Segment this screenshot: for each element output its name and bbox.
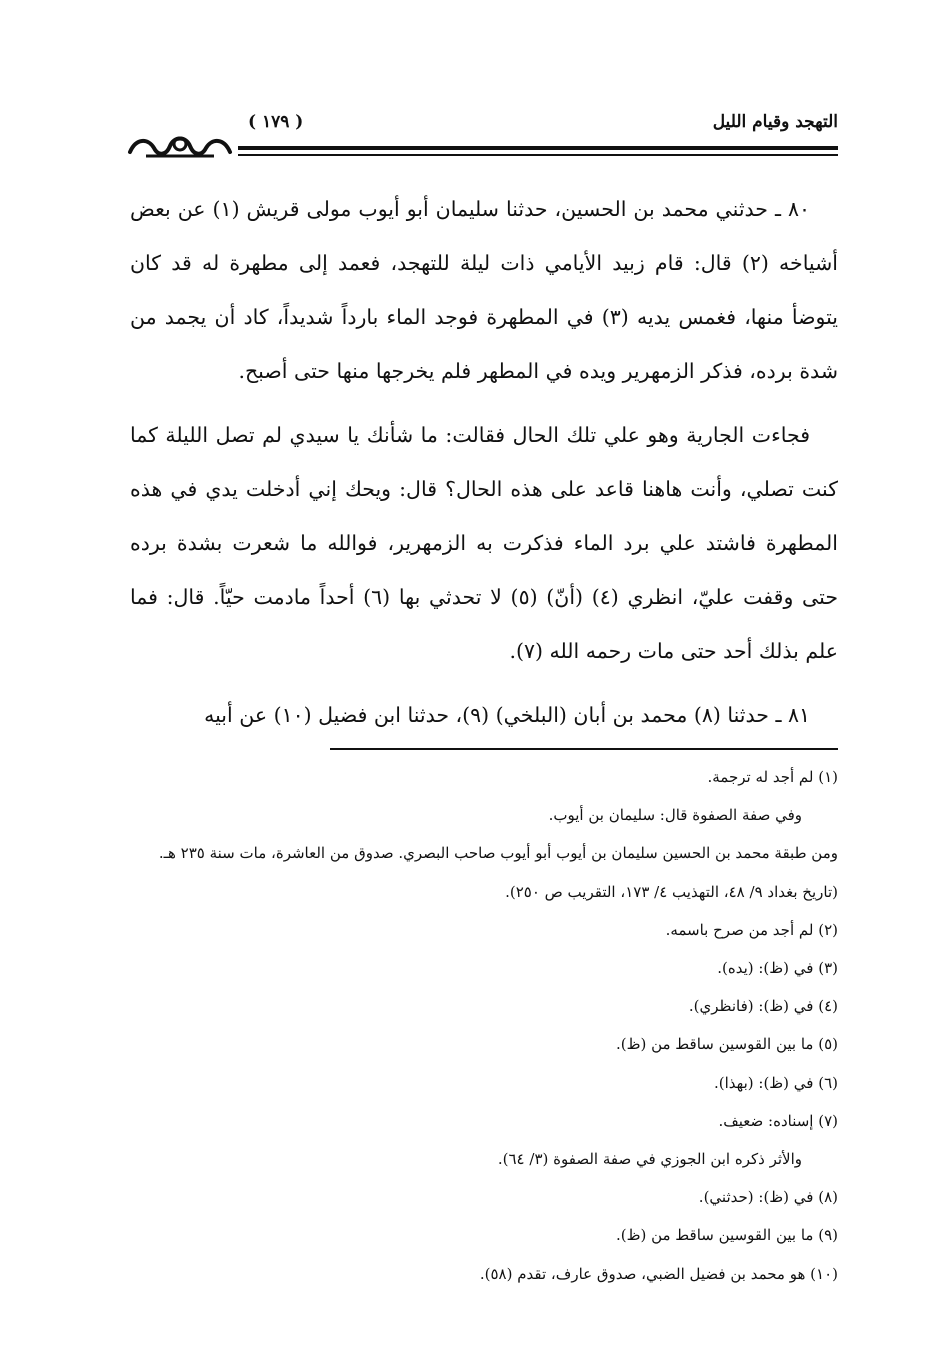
footnote-9: (٩) ما بين القوسين ساقط من (ظ). xyxy=(615,1226,838,1245)
paragraph-80: ٨٠ ـ حدثني محمد بن الحسين، حدثنا سليمان أبو أيوب مولى قريش (١) عن بعض أشياخه (٢) قال: قام زبيد الأيامي ذات ليلة للتهجد، فعمد إلى مطهرة له قد كان يتوضأ منها، فغمس يديه (٣) في المطهرة فوجد الماء بارداً شديداً، كاد أن يجمد من شدة برده، فذكر الزمهرير ويده في المطهر فلم يخرجها منها حتى أصبح. xyxy=(130,197,838,383)
footnote-separator xyxy=(330,748,838,750)
page-header xyxy=(128,108,838,168)
header-rule-thin xyxy=(238,154,838,156)
footnotes xyxy=(130,758,838,1293)
footnote-1: (١) لم أجد له ترجمة. xyxy=(707,768,838,786)
footnote-8: (٨) في (ظ): (حدثني). xyxy=(698,1188,838,1207)
page-number: ( ١٧٩ ) xyxy=(248,112,304,132)
footnote-5: (٥) ما بين القوسين ساقط من (ظ). xyxy=(615,1035,838,1054)
footnote-1-line-3: ومن طبقة محمد بن الحسين سليمان بن أيوب أبو أيوب صاحب البصري. صدوق من العاشرة، مات سنة ٢٣٥ هـ. (تاريخ بغداد ٩/ ٤٨، التهذيب ٤/ ١٧٣، التقريب ص ٢٥٠). xyxy=(158,844,838,901)
footnote-6: (٦) في (ظ): (بهذا). xyxy=(714,1073,838,1092)
running-title: التهجد وقيام الليل xyxy=(712,112,838,132)
footnote-7: (٧) إسناده: ضعيف. xyxy=(718,1111,838,1130)
footnote-10: (١٠) هو محمد بن فضيل الضبي، صدوق عارف، تقدم (٥٨). xyxy=(479,1264,838,1283)
main-text xyxy=(130,182,838,752)
footnote-3: (٣) في (ظ): (يده). xyxy=(717,959,838,978)
header-rule-thick xyxy=(238,146,838,150)
footnote-2: (٢) لم أجد من صرح باسمه. xyxy=(665,920,838,939)
footnote-4: (٤) في (ظ): (فانظري). xyxy=(688,997,838,1016)
paragraph-80-continued: فجاءت الجارية وهو علي تلك الحال فقالت: ما شأنك يا سيدي لم تصل الليلة كما كنت تصلي، وأنت هاهنا قاعد على هذه الحال؟ قال: ويحك إني أدخلت يدي في هذه المطهرة فاشتد علي برد الماء فذكرت به الزمهرير، فوالله ما شعرت بشدة برده حتى وقفت عليّ، انظري (٤) (أنّ) (٥) لا تحدثي بها (٦) أحداً مادمت حيّاً. قال: فما علم بذلك أحد حتى مات رحمه الله (٧). xyxy=(130,423,838,663)
paragraph-81: ٨١ ـ حدثنا (٨) محمد بن أبان (البلخي) (٩)، حدثنا ابن فضيل (١٠) عن أبيه xyxy=(204,703,810,727)
footnote-1-line-2: وفي صفة الصفوة قال: سليمان بن أيوب. xyxy=(548,806,802,825)
footnote-7-line-2: والأثر ذكره ابن الجوزي في صفة الصفوة (٣/ ٦٤). xyxy=(497,1150,802,1169)
ornament-icon xyxy=(126,126,234,162)
